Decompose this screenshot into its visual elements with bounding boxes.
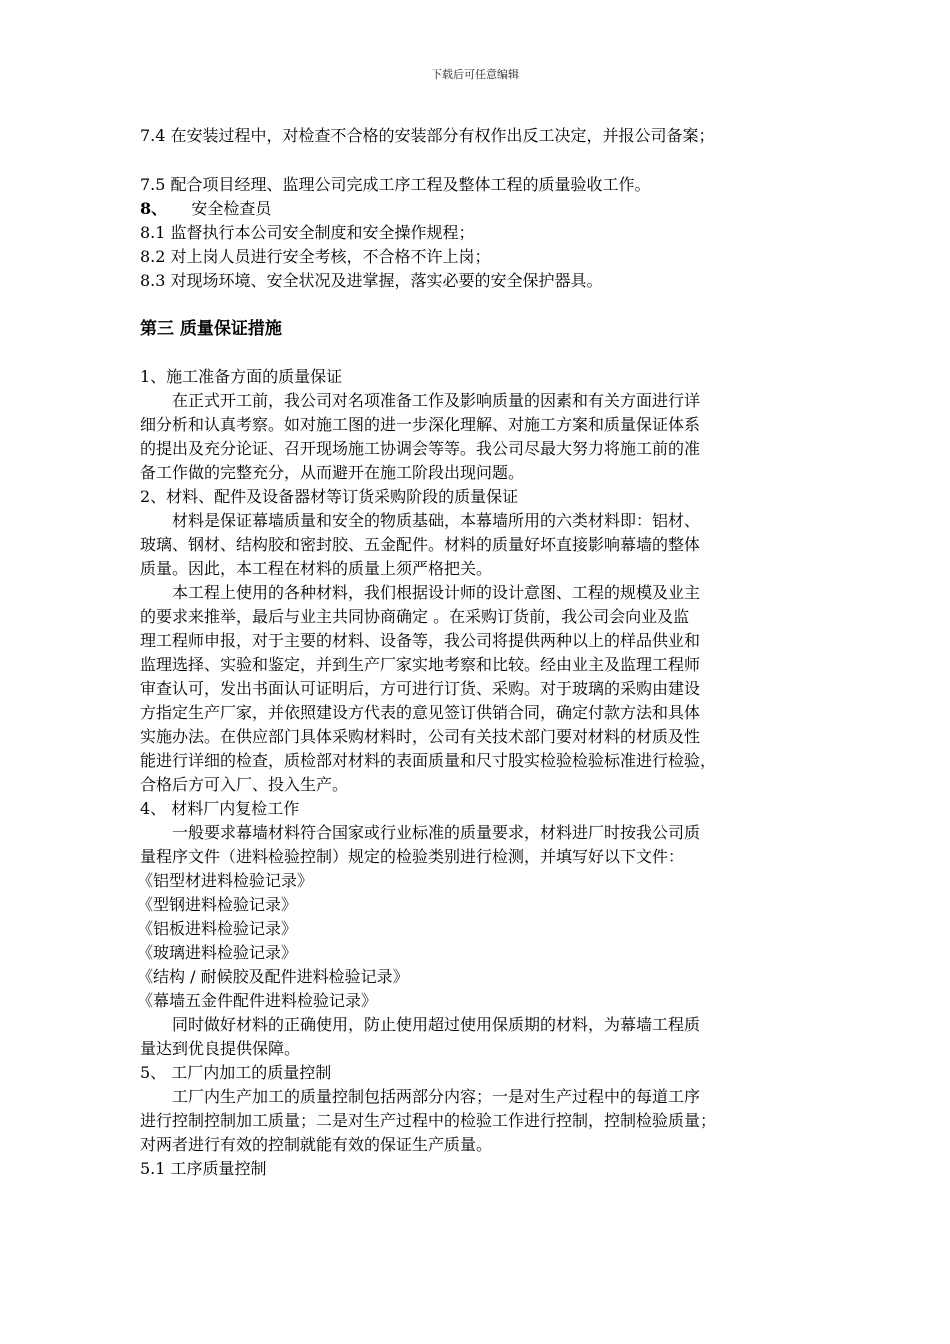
paragraph-line: 的要求来推举，最后与业主共同协商确定 。在采购订货前，我公司会向业及监	[140, 607, 690, 626]
paragraph-line: 审查认可，发出书面认可证明后，方可进行订货、采购。对于玻璃的采购由建设	[140, 679, 701, 698]
page-header: 下载后可任意编辑	[431, 68, 519, 81]
paragraph-line: 实施办法。在供应部门具体采购材料时，公司有关技术部门要对材料的材质及性	[140, 727, 701, 746]
clause-8-3: 8.3 对现场环境、安全状况及进掌握，落实必要的安全保护器具。	[140, 271, 603, 290]
paragraph-line: 的提出及充分论证、召开现场施工协调会等等。我公司尽最大努力将施工前的准	[140, 439, 701, 458]
paragraph-line: 理工程师申报，对于主要的材料、设备等，我公司将提供两种以上的样品供业和	[140, 631, 701, 650]
clause-8-1: 8.1 监督执行本公司安全制度和安全操作规程；	[140, 223, 475, 242]
document-body	[137, 124, 830, 1181]
paragraph-line: 备工作做的完整充分，从而避开在施工阶段出现问题。	[140, 463, 525, 482]
paragraph-line: 在正式开工前，我公司对名项准备工作及影响质量的因素和有关方面进行详	[172, 391, 701, 410]
paragraph-line: 同时做好材料的正确使用，防止使用超过使用保质期的材料，为幕墙工程质	[172, 1015, 701, 1034]
chapter-heading: 第三 质量保证措施	[140, 319, 282, 339]
subsection-5-title: 5、 工厂内加工的质量控制	[140, 1063, 332, 1082]
paragraph-line: 材料是保证幕墙质量和安全的物质基础，本幕墙所用的六类材料即：铝材、	[172, 511, 701, 530]
clause-7-4: 7.4 在安装过程中，对检查不合格的安装部分有权作出反工决定，并报公司备案；	[140, 126, 715, 145]
paragraph-materials	[140, 509, 830, 581]
paragraph-recheck	[140, 821, 830, 869]
record-item: 《幕墙五金件配件进料检验记录》	[137, 991, 378, 1010]
paragraph-factory	[140, 1085, 830, 1157]
paragraph-line: 进行控制控制加工质量；二是对生产过程中的检验工作进行控制，控制检验质量；	[140, 1111, 717, 1130]
record-item: 《铝板进料检验记录》	[137, 919, 298, 938]
paragraph-line: 量达到优良提供保障。	[140, 1039, 301, 1058]
clause-5-1: 5.1 工序质量控制	[140, 1159, 267, 1178]
paragraph-line: 方指定生产厂家，并依照建设方代表的意见签订供销合同，确定付款方法和具体	[140, 703, 701, 722]
record-list	[137, 869, 830, 1013]
paragraph-line: 能进行详细的检查，质检部对材料的表面质量和尺寸股实检验检验标准进行检验，	[140, 751, 717, 770]
record-item: 《结构 / 耐候胶及配件进料检验记录》	[137, 967, 409, 986]
subsection-2-title: 2、材料、配件及设备器材等订货采购阶段的质量保证	[140, 487, 519, 506]
paragraph-prep	[140, 389, 830, 485]
section-number: 8、	[140, 199, 168, 218]
paragraph-line: 一般要求幕墙材料符合国家或行业标准的质量要求，材料进厂时按我公司质	[172, 823, 701, 842]
subsection-1-title: 1、施工准备方面的质量保证	[140, 367, 343, 386]
paragraph-line: 质量。因此，本工程在材料的质量上须严格把关。	[140, 559, 493, 578]
paragraph-line: 监理选择、实验和鉴定，并到生产厂家实地考察和比较。经由业主及监理工程师	[140, 655, 701, 674]
clause-7-5: 7.5 配合项目经理、监理公司完成工序工程及整体工程的质量验收工作。	[140, 175, 651, 194]
paragraph-line: 玻璃、钢材、结构胶和密封胶、五金配件。材料的质量好坏直接影响幕墙的整体	[140, 535, 701, 554]
section-8-title	[140, 197, 830, 221]
paragraph-procurement	[140, 581, 830, 797]
record-item: 《玻璃进料检验记录》	[137, 943, 298, 962]
paragraph-line: 工厂内生产加工的质量控制包括两部分内容；一是对生产过程中的每道工序	[172, 1087, 701, 1106]
paragraph-line: 本工程上使用的各种材料，我们根据设计师的设计意图、工程的规模及业主	[172, 583, 701, 602]
paragraph-line: 量程序文件（进料检验控制）规定的检验类别进行检测，并填写好以下文件：	[140, 847, 685, 866]
paragraph-line: 合格后方可入厂、投入生产。	[140, 775, 349, 794]
section-label: 安全检查员	[191, 199, 272, 218]
subsection-4-title: 4、 材料厂内复检工作	[140, 799, 300, 818]
record-item: 《型钢进料检验记录》	[137, 895, 298, 914]
paragraph-line: 对两者进行有效的控制就能有效的保证生产质量。	[140, 1135, 493, 1154]
paragraph-line: 细分析和认真考察。如对施工图的进一步深化理解、对施工方案和质量保证体系	[140, 415, 701, 434]
clause-8-2: 8.2 对上岗人员进行安全考核，不合格不许上岗；	[140, 247, 491, 266]
paragraph-usage	[140, 1013, 830, 1061]
record-item: 《铝型材进料检验记录》	[137, 871, 314, 890]
